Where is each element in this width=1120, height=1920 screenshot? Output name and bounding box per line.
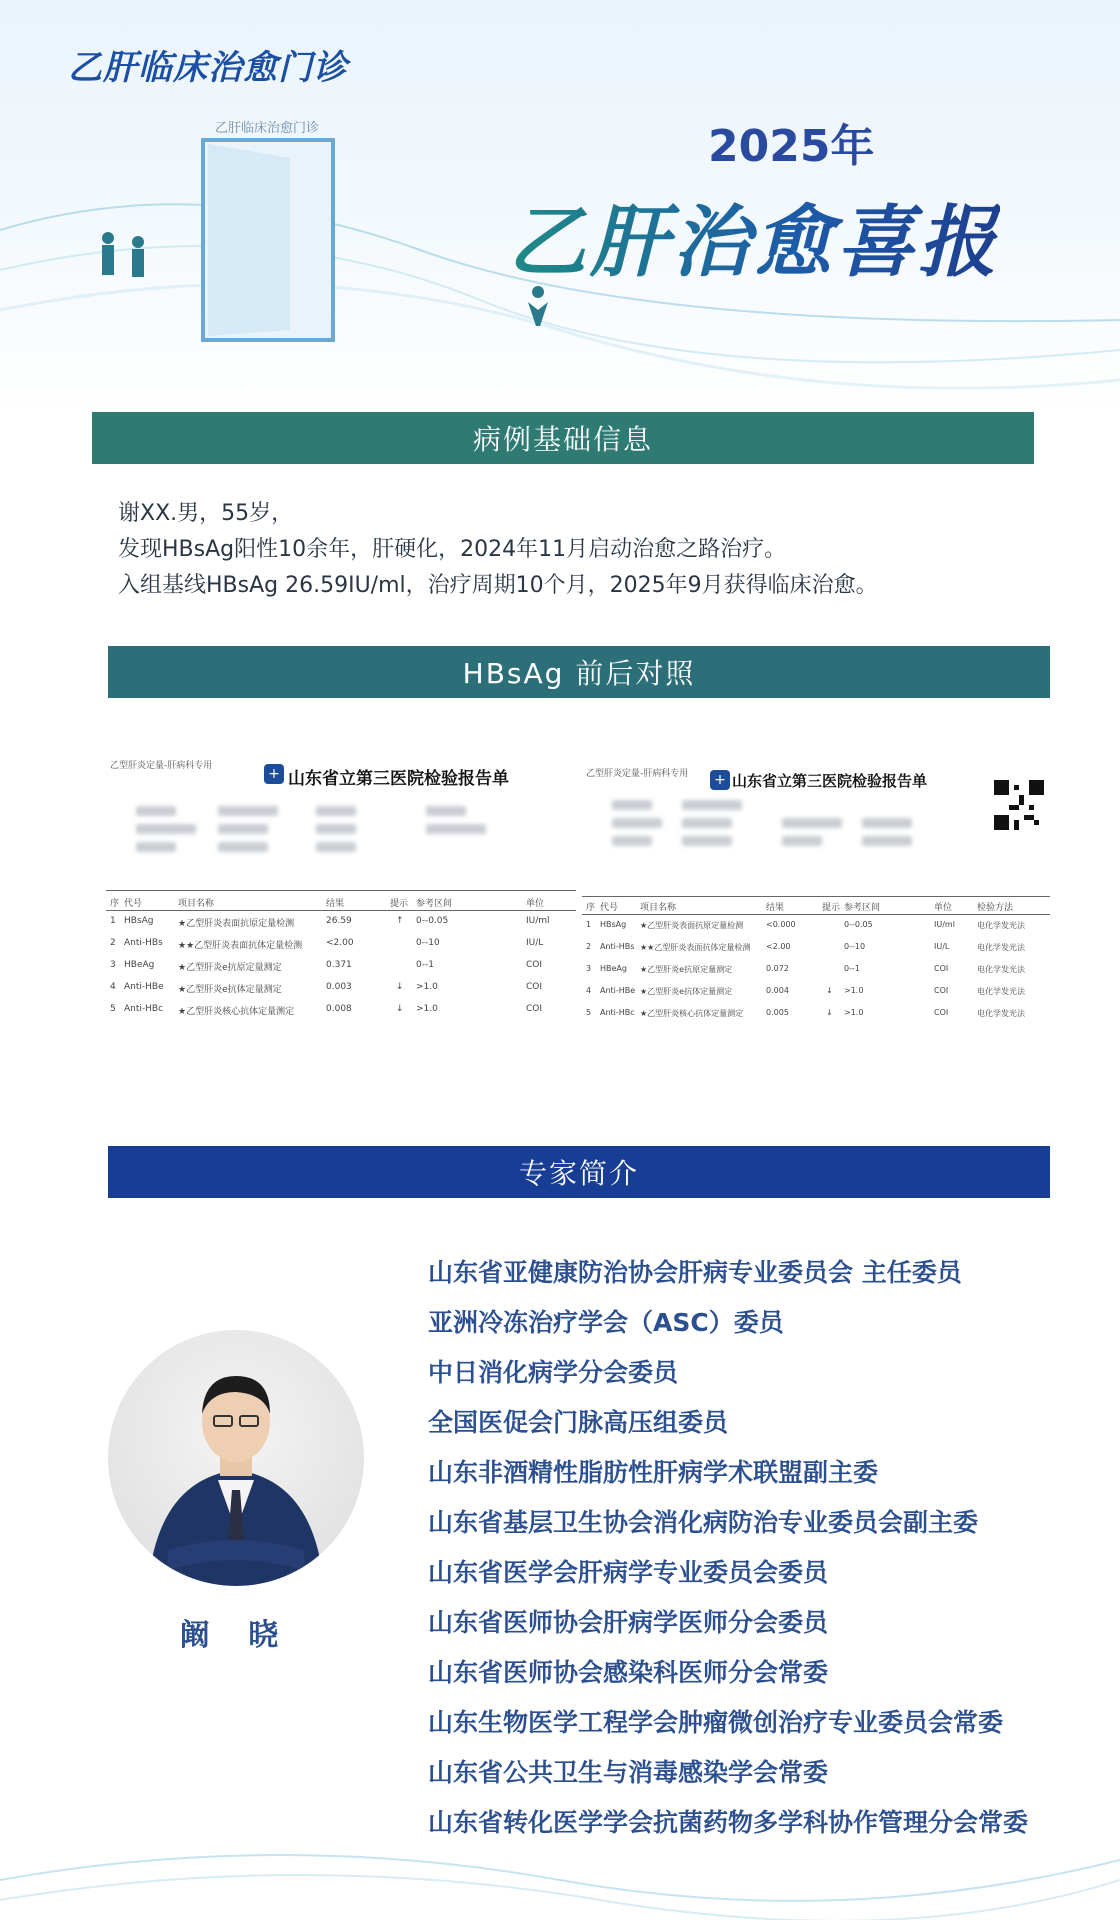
case-section-heading bbox=[92, 412, 1034, 464]
case-heading-text: 病例基础信息 bbox=[472, 423, 653, 456]
expert-section-heading bbox=[108, 1146, 1050, 1198]
report-cell: COI bbox=[526, 960, 543, 970]
report-cell: 0.072 bbox=[766, 964, 789, 973]
report-cell: ★★乙型肝炎表面抗体定量检测 bbox=[640, 943, 751, 952]
svg-text:乙肝临床治愈门诊: 乙肝临床治愈门诊 bbox=[215, 121, 320, 136]
expert-title-item: 山东生物医学工程学会肿瘤微创治疗专业委员会常委 bbox=[428, 1708, 1004, 1737]
report-cell: ↑ bbox=[396, 916, 404, 926]
report-cell: <2.00 bbox=[766, 942, 791, 951]
lab-report-after: 乙型肝炎定量-肝病科专用 + 山东省立第三医院检验报告单 序 代号 项目名称 结果 提示 参考区间 单位 检验方法 1 HBsAg ★乙型肝炎表面抗原定量检测 <0.000 0--0.05 IU/ml 电化学发光法 2 Anti-HBs ★★乙型肝炎表面抗体定量检测 <2.00 0--10 IU/L 电化学发光法 3 HBeAg ★乙型肝炎e抗原定量测定 0.072 0--1 COI 电化学发光法 4 Anti-HBe ★乙型肝炎e抗体定量测定 0.004 ↓ >1.0 COI 电化学发光法 5 Anti-HBc ★乙型肝炎核心抗体定量测定 0.005 ↓ >1.0 COI 电化学发光法 bbox=[582, 760, 1050, 1030]
expert-title-item: 山东省基层卫生协会消化病防治专业委员会副主委 bbox=[428, 1508, 979, 1537]
report-cell: 电化学发光法 bbox=[977, 965, 1025, 974]
expert-title-item: 山东省公共卫生与消毒感染学会常委 bbox=[428, 1758, 829, 1787]
decorative-wave bbox=[0, 1800, 1120, 1920]
expert-titles-list bbox=[428, 1248, 1108, 1848]
report-cell: Anti-HBe bbox=[600, 986, 636, 995]
report-cell: 0--1 bbox=[416, 960, 434, 970]
expert-title-item: 中日消化病学分会委员 bbox=[428, 1358, 679, 1387]
expert-heading-text: 专家简介 bbox=[518, 1157, 639, 1190]
expert-portrait-image bbox=[108, 1330, 364, 1586]
report-cell: <0.000 bbox=[766, 920, 796, 929]
report-cell: IU/L bbox=[934, 942, 950, 951]
report-cell: 0--1 bbox=[844, 964, 860, 973]
report-hospital-title: 山东省立第三医院检验报告单 bbox=[732, 772, 928, 790]
report-cell: COI bbox=[526, 982, 543, 992]
report-cell: Anti-HBe bbox=[124, 982, 164, 992]
report-cell: ★乙型肝炎核心抗体定量测定 bbox=[640, 1009, 744, 1018]
report-cell: 3 bbox=[110, 960, 116, 970]
brand-logo: 乙肝临床治愈门诊 bbox=[68, 48, 348, 88]
report-cell: <2.00 bbox=[326, 938, 354, 948]
report-cell: 2 bbox=[110, 938, 116, 948]
report-cell: ↓ bbox=[826, 986, 833, 995]
report-cell: ↓ bbox=[396, 1004, 404, 1014]
report-cell: ★乙型肝炎e抗体定量测定 bbox=[178, 985, 282, 995]
report-cell: ★乙型肝炎e抗原定量测定 bbox=[178, 963, 282, 973]
report-cell: >1.0 bbox=[416, 1004, 438, 1014]
report-cell: ★乙型肝炎表面抗原定量检测 bbox=[178, 919, 295, 929]
report-cell: HBeAg bbox=[124, 960, 155, 970]
report-cell: 3 bbox=[586, 964, 592, 973]
report-cell: >1.0 bbox=[844, 986, 864, 995]
report-cell: 2 bbox=[586, 942, 592, 951]
expert-title-item: 山东省转化医学学会抗菌药物多学科协作管理分会常委 bbox=[428, 1808, 1029, 1837]
report-cell: 电化学发光法 bbox=[977, 987, 1025, 996]
report-cell: COI bbox=[934, 964, 949, 973]
report-cell: HBsAg bbox=[600, 920, 627, 929]
report-cell: HBeAg bbox=[600, 964, 627, 973]
hero-year: 2025年 bbox=[708, 121, 875, 172]
expert-photo bbox=[108, 1330, 364, 1586]
expert-title-item: 亚洲冷冻治疗学会（ASC）委员 bbox=[428, 1308, 784, 1337]
report-cell: 电化学发光法 bbox=[977, 943, 1025, 952]
report-cell: ↓ bbox=[396, 982, 404, 992]
report-cell: ★乙型肝炎核心抗体定量测定 bbox=[178, 1007, 295, 1017]
hero-banner bbox=[0, 0, 1120, 420]
report-cell: ★乙型肝炎表面抗原定量检测 bbox=[640, 921, 744, 930]
report-cell: 1 bbox=[586, 920, 592, 929]
expert-title-item: 山东省医师协会感染科医师分会常委 bbox=[428, 1658, 829, 1687]
hospital-logo-icon: + bbox=[710, 770, 730, 790]
report-cell: 0.371 bbox=[326, 960, 352, 970]
report-cell: >1.0 bbox=[844, 1008, 864, 1017]
compare-heading-text: HBsAg 前后对照 bbox=[462, 657, 696, 690]
compare-section-heading bbox=[108, 646, 1050, 698]
report-cell: 26.59 bbox=[326, 916, 352, 926]
report-cell: 0--0.05 bbox=[844, 920, 873, 929]
report-cell: 1 bbox=[110, 916, 116, 926]
report-cell: 0.003 bbox=[326, 982, 352, 992]
expert-title-item: 山东省亚健康防治协会肝病专业委员会 主任委员 bbox=[428, 1258, 962, 1287]
report-cell: 电化学发光法 bbox=[977, 921, 1025, 930]
report-cell: 5 bbox=[586, 1008, 592, 1017]
report-cell: ★★乙型肝炎表面抗体定量检测 bbox=[178, 941, 303, 951]
report-cell: 4 bbox=[586, 986, 592, 995]
report-cell: 0--10 bbox=[844, 942, 866, 951]
report-cell: Anti-HBc bbox=[600, 1008, 635, 1017]
report-cell: Anti-HBs bbox=[600, 942, 635, 951]
expert-title-item: 山东省医师协会肝病学医师分会委员 bbox=[428, 1608, 829, 1637]
report-cell: 0.005 bbox=[766, 1008, 789, 1017]
report-cell: COI bbox=[934, 1008, 949, 1017]
report-cell: ↓ bbox=[826, 1008, 833, 1017]
report-cell: ★乙型肝炎e抗体定量测定 bbox=[640, 987, 733, 996]
report-cell: IU/ml bbox=[526, 916, 550, 926]
expert-name: 阚 晓 bbox=[179, 1618, 293, 1653]
hospital-logo-icon: + bbox=[264, 764, 284, 784]
report-cell: IU/L bbox=[526, 938, 544, 948]
report-cell: Anti-HBc bbox=[124, 1004, 164, 1014]
report-cell: ★乙型肝炎e抗原定量测定 bbox=[640, 965, 733, 974]
case-line: 入组基线HBsAg 26.59IU/ml，治疗周期10个月，2025年9月获得临床治愈。 bbox=[118, 573, 878, 598]
case-line: 发现HBsAg阳性10余年，肝硬化，2024年11月启动治愈之路治疗。 bbox=[118, 537, 787, 562]
expert-title-item: 山东非酒精性脂肪性肝病学术联盟副主委 bbox=[428, 1458, 879, 1487]
report-cell: 电化学发光法 bbox=[977, 1009, 1025, 1018]
report-cell: 0.004 bbox=[766, 986, 789, 995]
report-cell: 5 bbox=[110, 1004, 116, 1014]
expert-title-item: 全国医促会门脉高压组委员 bbox=[428, 1408, 729, 1437]
qr-code-icon bbox=[994, 780, 1044, 830]
report-cell: >1.0 bbox=[416, 982, 438, 992]
hero-title: 乙肝治愈喜报 bbox=[508, 180, 1000, 292]
report-cell: Anti-HBs bbox=[124, 938, 163, 948]
report-hospital-title: 山东省立第三医院检验报告单 bbox=[288, 769, 509, 789]
lab-report-before: 乙型肝炎定量-肝病科专用 + 山东省立第三医院检验报告单 序 代号 项目名称 结果 提示 参考区间 单位 1 HBsAg ★乙型肝炎表面抗原定量检测 26.59 ↑ 0--0.05 IU/ml 2 Anti-HBs ★★乙型肝炎表面抗体定量检测 <2.00 0--10 IU/L 3 HBeAg ★乙型肝炎e抗原定量测定 0.371 0--1 COI 4 Anti-HBe ★乙型肝炎e抗体定量测定 0.003 ↓ >1.0 COI 5 Anti-HBc ★乙型肝炎核心抗体定量测定 0.008 ↓ >1.0 COI bbox=[106, 750, 576, 1030]
case-line: 谢XX.男，55岁， bbox=[118, 501, 294, 526]
expert-title-item: 山东省医学会肝病学专业委员会委员 bbox=[428, 1558, 829, 1587]
report-cell: 0--10 bbox=[416, 938, 440, 948]
report-cell: HBsAg bbox=[124, 916, 154, 926]
case-info-text bbox=[118, 496, 1018, 604]
report-cell: COI bbox=[526, 1004, 543, 1014]
report-cell: 0--0.05 bbox=[416, 916, 449, 926]
report-cell: 0.008 bbox=[326, 1004, 352, 1014]
report-cell: 4 bbox=[110, 982, 116, 992]
report-cell: COI bbox=[934, 986, 949, 995]
report-cell: IU/ml bbox=[934, 920, 955, 929]
